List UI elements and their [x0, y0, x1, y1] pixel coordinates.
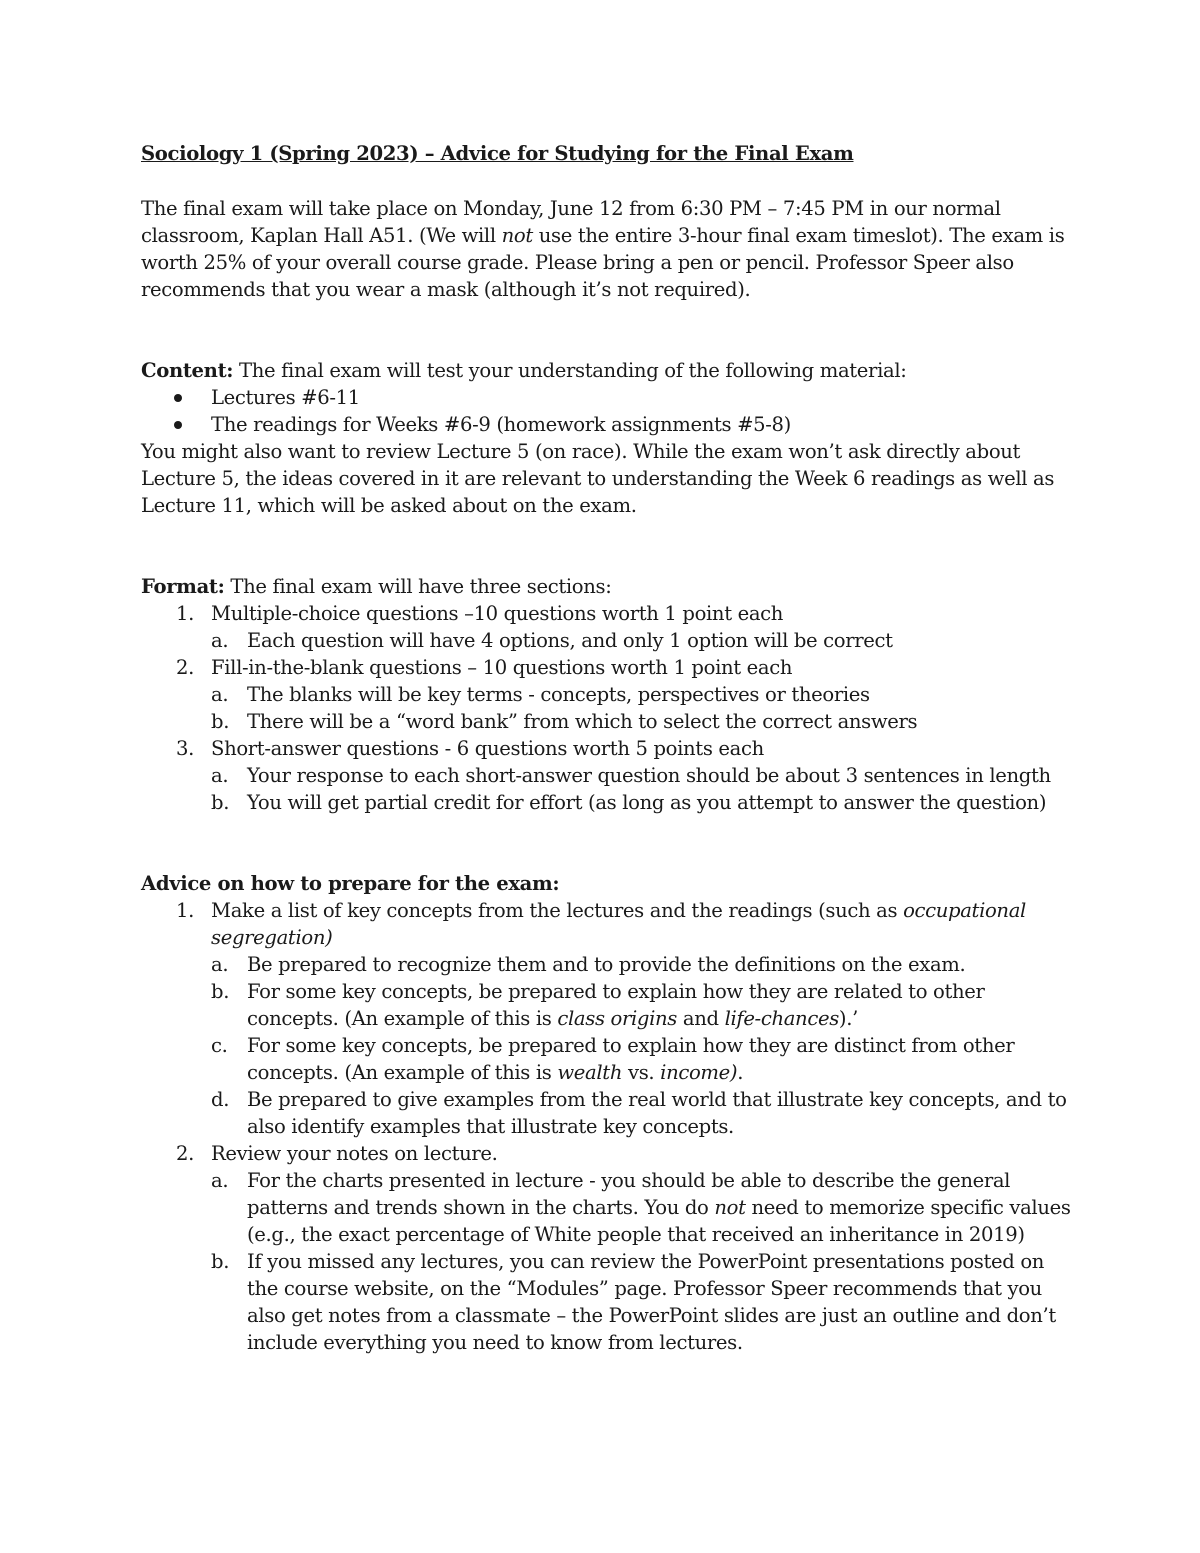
list-letter: a. [211, 1169, 229, 1192]
sub-list-item: a. Be prepared to recognize them and to provide the definitions on the exam. [211, 953, 966, 976]
list-letter: a. [211, 629, 229, 652]
list-item: The readings for Weeks #6-9 (homework assignments #5-8) [141, 411, 1071, 438]
sub-list [211, 762, 1071, 816]
content-list [141, 384, 1071, 438]
sub-list-item: a. For the charts presented in lecture - you should be able to describe the general patterns and trends shown in the charts. You do not need to memorize specific values (e.g., the exact percentage of White people that received an inheritance in 2019) [211, 1169, 1071, 1246]
list-letter: b. [211, 710, 230, 733]
list-letter: a. [211, 764, 229, 787]
list-number: 1. [176, 602, 194, 625]
sub-list-item: b. For some key concepts, be prepared to explain how they are related to other concepts. (An example of this is class origins and life-chances).’ [211, 980, 985, 1030]
list-letter: b. [211, 980, 230, 1003]
list-number: 2. [176, 656, 194, 679]
advice-section [141, 870, 1071, 1356]
bullet-icon [174, 394, 182, 402]
format-section [141, 573, 1071, 816]
document-title: Sociology 1 (Spring 2023) – Advice for Studying for the Final Exam [141, 142, 854, 165]
sub-list-item: c. For some key concepts, be prepared to explain how they are distinct from other concepts. (An example of this is wealth vs. income). [211, 1034, 1015, 1084]
intro-paragraph [141, 195, 1071, 303]
list-number: 1. [176, 899, 194, 922]
list-letter: c. [211, 1034, 228, 1057]
sub-list-item: b. There will be a “word bank” from which to select the correct answers [211, 710, 918, 733]
intro-text-2: use the entire 3-hour final exam timeslot). The exam is worth 25% of your overall course grade. Please bring a pen or pencil. Professor Speer also recommends that you wear a mask (although it’s not required). [141, 224, 1065, 301]
list-item: Lectures #6-11 [141, 384, 1071, 411]
content-section [141, 357, 1071, 519]
content-note: You might also want to review Lecture 5 (on race). While the exam won’t ask directly about Lecture 5, the ideas covered in it are relevant to understanding the Week 6 readings as well as Lecture 11, which will be asked about on the exam. [141, 440, 1055, 517]
list-letter: b. [211, 791, 230, 814]
list-letter: a. [211, 683, 229, 706]
sub-list [211, 681, 1071, 735]
advice-heading: Advice on how to prepare for the exam: [141, 872, 560, 895]
document-page [141, 140, 1071, 1356]
content-label: Content: [141, 359, 234, 382]
sub-list-item: a. The blanks will be key terms - concepts, perspectives or theories [211, 683, 870, 706]
sub-list-item: d. Be prepared to give examples from the real world that illustrate key concepts, and to also identify examples that illustrate key concepts. [211, 1088, 1067, 1138]
list-letter: a. [211, 953, 229, 976]
sub-list-item: b. If you missed any lectures, you can review the PowerPoint presentations posted on the course website, on the “Modules” page. Professor Speer recommends that you also get notes from a classmate – the PowerPoint slides are just an outline and don’t include everything you need to know from lectures. [211, 1250, 1056, 1354]
list-number: 3. [176, 737, 194, 760]
list-letter: b. [211, 1250, 230, 1273]
intro-emphasis: not [501, 224, 533, 247]
list-item: 2. Fill-in-the-blank questions – 10 questions worth 1 point each a. The blanks will be key terms - concepts, perspectives or theories b. There will be a “word bank” from which to select the correct answers [141, 654, 1071, 735]
content-intro [141, 357, 1071, 384]
format-label: Format: [141, 575, 225, 598]
list-item: 1. Multiple-choice questions –10 questions worth 1 point each a. Each question will have 4 options, and only 1 option will be correct [141, 600, 1071, 654]
format-intro [141, 573, 1071, 600]
list-letter: d. [211, 1088, 230, 1111]
list-item: 1. Make a list of key concepts from the lectures and the readings (such as occupational segregation) a. Be prepared to recognize them and to provide the definitions on the exam. b. For some key concepts, be prepared to explain how they are related to other concepts. (An example of this is class origins and life-chances).’ c. For some key concepts, be prepared to explain how they are distinct from other concepts. (An example of this is wealth vs. income). d. Be prepared to give examples from the real world that illustrate key concepts, and to also identify examples that illustrate key concepts. [141, 897, 1071, 1140]
format-list [141, 600, 1071, 816]
format-text: The final exam will have three sections: [224, 575, 612, 598]
list-item: 2. Review your notes on lecture. a. For the charts presented in lecture - you should be able to describe the general patterns and trends shown in the charts. You do not need to memorize specific values (e.g., the exact percentage of White people that received an inheritance in 2019) b. If you missed any lectures, you can review the PowerPoint presentations posted on the course website, on the “Modules” page. Professor Speer recommends that you also get notes from a classmate – the PowerPoint slides are just an outline and don’t include everything you need to know from lectures. [176, 1142, 1071, 1354]
list-item: 3. Short-answer questions - 6 questions worth 5 points each a. Your response to each short-answer question should be about 3 sentences in length b. You will get partial credit for effort (as long as you attempt to answer the question) [141, 735, 1071, 816]
content-text: The final exam will test your understanding of the following material: [233, 359, 907, 382]
bullet-icon [174, 421, 182, 429]
sub-list-item: a. Your response to each short-answer question should be about 3 sentences in length [211, 764, 1051, 787]
sub-list-item: a. Each question will have 4 options, and only 1 option will be correct [211, 629, 893, 652]
sub-list-item: b. You will get partial credit for effort (as long as you attempt to answer the question) [211, 791, 1047, 814]
sub-list [211, 951, 1071, 1140]
intro-text-1: The final exam will take place on Monday, June 12 from 6:30 PM – 7:45 PM in our normal classroom, Kaplan Hall A51. (We will [141, 197, 1001, 247]
advice-list [141, 897, 1071, 1356]
sub-list [211, 627, 1071, 654]
list-number: 2. [176, 1142, 194, 1165]
sub-list [211, 1167, 1071, 1356]
